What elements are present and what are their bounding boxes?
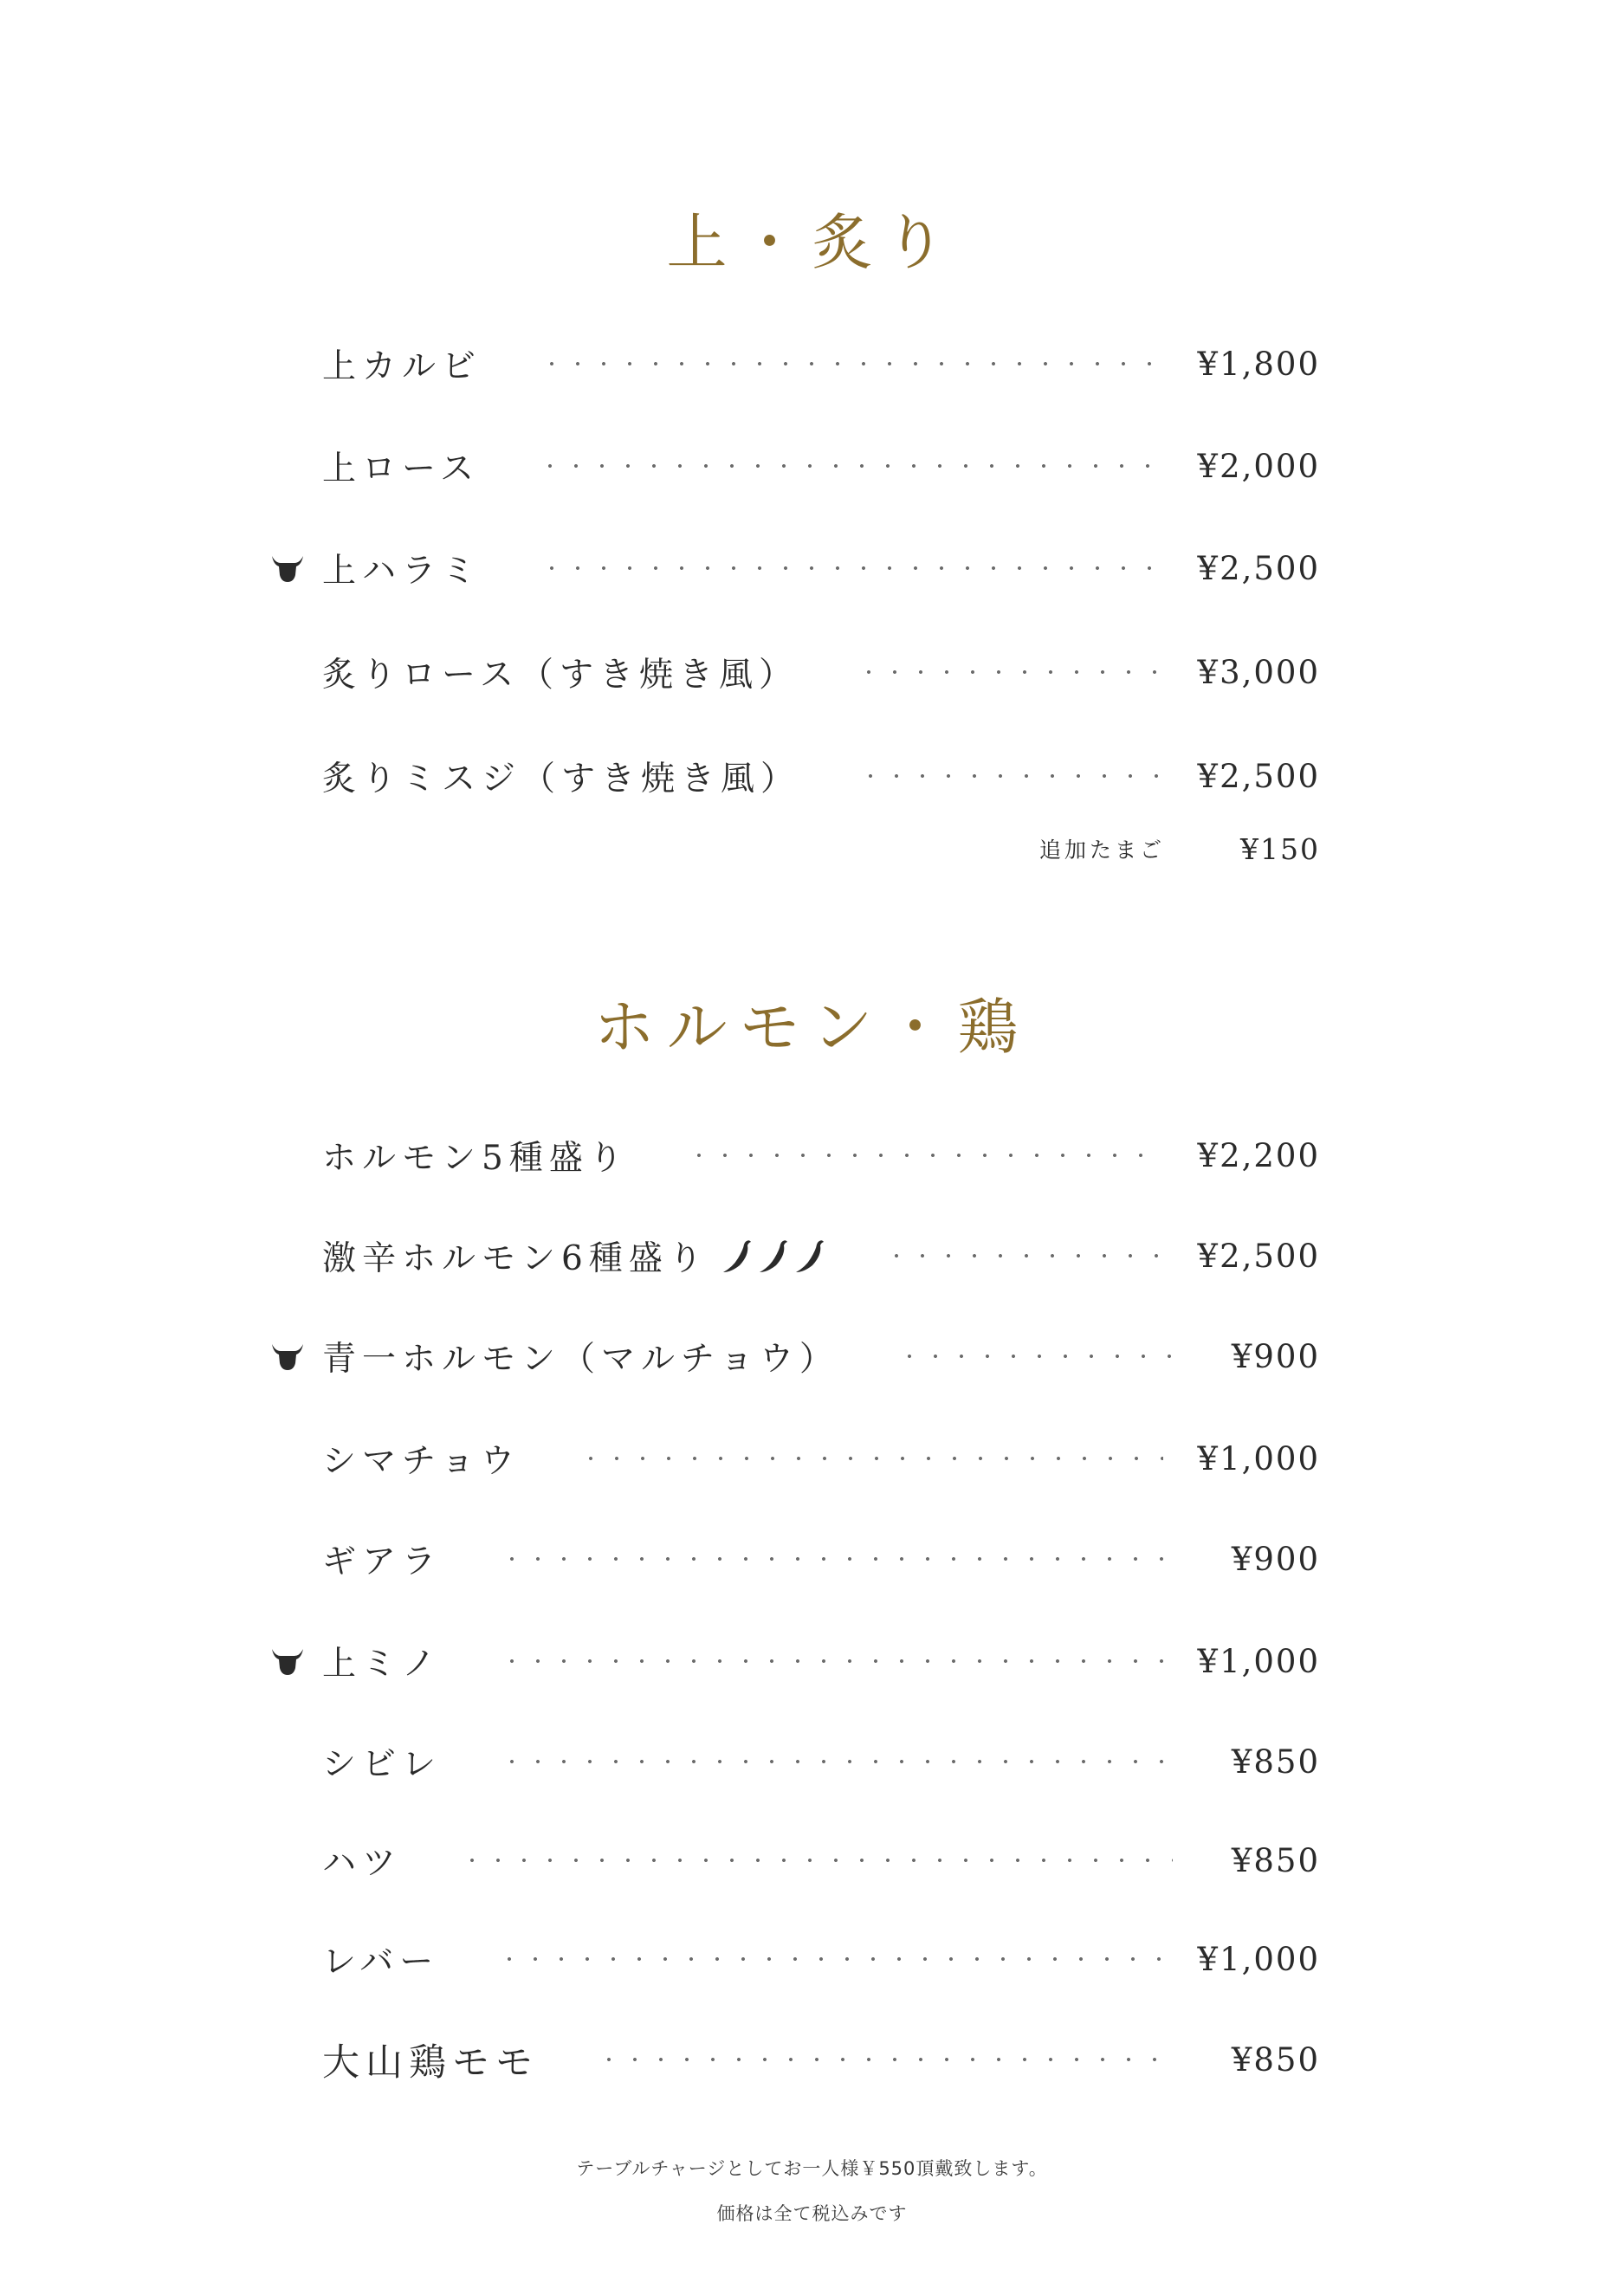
section-title-horumon-tori: ホルモン・鶏 <box>593 992 1031 1063</box>
dot-leader <box>539 361 1163 366</box>
item-price: ¥900 <box>1231 1337 1320 1375</box>
menu-item <box>322 750 1320 802</box>
dot-leader <box>459 1858 1173 1863</box>
item-name: 上ハラミ <box>322 552 482 591</box>
item-name: 青一ホルモン（マルチョウ） <box>322 1340 839 1379</box>
item-price: ¥1,000 <box>1197 1642 1320 1680</box>
item-price: ¥2,500 <box>1197 757 1320 795</box>
item-name: 激辛ホルモン6種盛り <box>322 1239 708 1278</box>
item-name: レバー <box>322 1943 440 1982</box>
chili-rating <box>721 1238 826 1274</box>
item-name: 上カルビ <box>322 347 482 386</box>
item-name: 上ミノ <box>322 1645 443 1684</box>
dot-leader <box>499 1759 1173 1764</box>
item-price: ¥1,800 <box>1197 345 1320 383</box>
dot-leader <box>686 1153 1163 1158</box>
dot-leader <box>537 463 1162 469</box>
chili-pepper-icon <box>793 1238 826 1274</box>
table-charge-note: テーブルチャージとしてお一人様￥550頂戴致します。 <box>576 2158 1048 2179</box>
menu-item <box>322 2034 1320 2085</box>
dot-leader <box>499 1659 1163 1664</box>
item-name: ホルモン5種盛り <box>322 1139 629 1178</box>
dot-leader <box>856 669 1162 675</box>
menu-item <box>322 1330 1320 1382</box>
item-price: ¥900 <box>1231 1540 1320 1578</box>
menu-item <box>322 542 1320 594</box>
item-name: シビレ <box>322 1745 443 1784</box>
addon-price: ¥150 <box>1240 831 1320 866</box>
menu-item <box>322 646 1320 698</box>
menu-item <box>322 1129 1320 1181</box>
dot-leader <box>578 1456 1163 1461</box>
dot-leader <box>883 1253 1163 1258</box>
dot-leader <box>499 1556 1173 1562</box>
item-price: ¥3,000 <box>1197 653 1320 691</box>
menu-item <box>322 1635 1320 1687</box>
item-name: シマチョウ <box>322 1442 521 1481</box>
item-price: ¥2,000 <box>1197 447 1320 485</box>
item-price: ¥850 <box>1231 1841 1320 1879</box>
dot-leader <box>896 1354 1173 1359</box>
menu-item <box>322 338 1320 390</box>
item-name: 上ロース <box>322 449 481 488</box>
dot-leader <box>539 566 1163 571</box>
bull-head-icon <box>270 1341 305 1372</box>
bull-head-icon <box>270 553 305 584</box>
dot-leader <box>596 2057 1173 2062</box>
dot-leader <box>857 773 1163 779</box>
menu-item <box>322 1432 1320 1484</box>
chili-pepper-icon <box>721 1238 754 1274</box>
menu-item <box>322 1230 1320 1282</box>
menu-item <box>322 1834 1320 1886</box>
item-name-wrapper <box>322 1232 826 1280</box>
item-price: ¥1,000 <box>1197 1439 1320 1477</box>
item-name: 炙りロース（すき焼き風） <box>322 656 799 695</box>
bull-head-icon <box>270 1646 305 1677</box>
menu-item <box>322 440 1320 492</box>
menu-item <box>322 1933 1320 1985</box>
addon-item <box>1039 831 1320 866</box>
item-name: ハツ <box>322 1844 403 1883</box>
addon-label: 追加たまご <box>1039 837 1166 863</box>
item-price: ¥2,200 <box>1197 1136 1320 1174</box>
chili-pepper-icon <box>757 1238 790 1274</box>
section-title-jo-aburi: 上・炙り <box>666 207 958 278</box>
item-price: ¥2,500 <box>1197 1237 1320 1275</box>
item-name: 炙りミスジ（すき焼き風） <box>322 760 801 799</box>
menu-item <box>322 1533 1320 1585</box>
item-price: ¥850 <box>1231 2040 1320 2079</box>
item-price: ¥2,500 <box>1197 549 1320 587</box>
tax-included-note: 価格は全て税込みです <box>716 2203 908 2224</box>
menu-item <box>322 1736 1320 1788</box>
item-price: ¥1,000 <box>1197 1940 1320 1978</box>
item-price: ¥850 <box>1231 1743 1320 1781</box>
item-name: ギアラ <box>322 1542 443 1581</box>
dot-leader <box>496 1956 1162 1962</box>
item-name: 大山鶏モモ <box>322 2040 539 2085</box>
